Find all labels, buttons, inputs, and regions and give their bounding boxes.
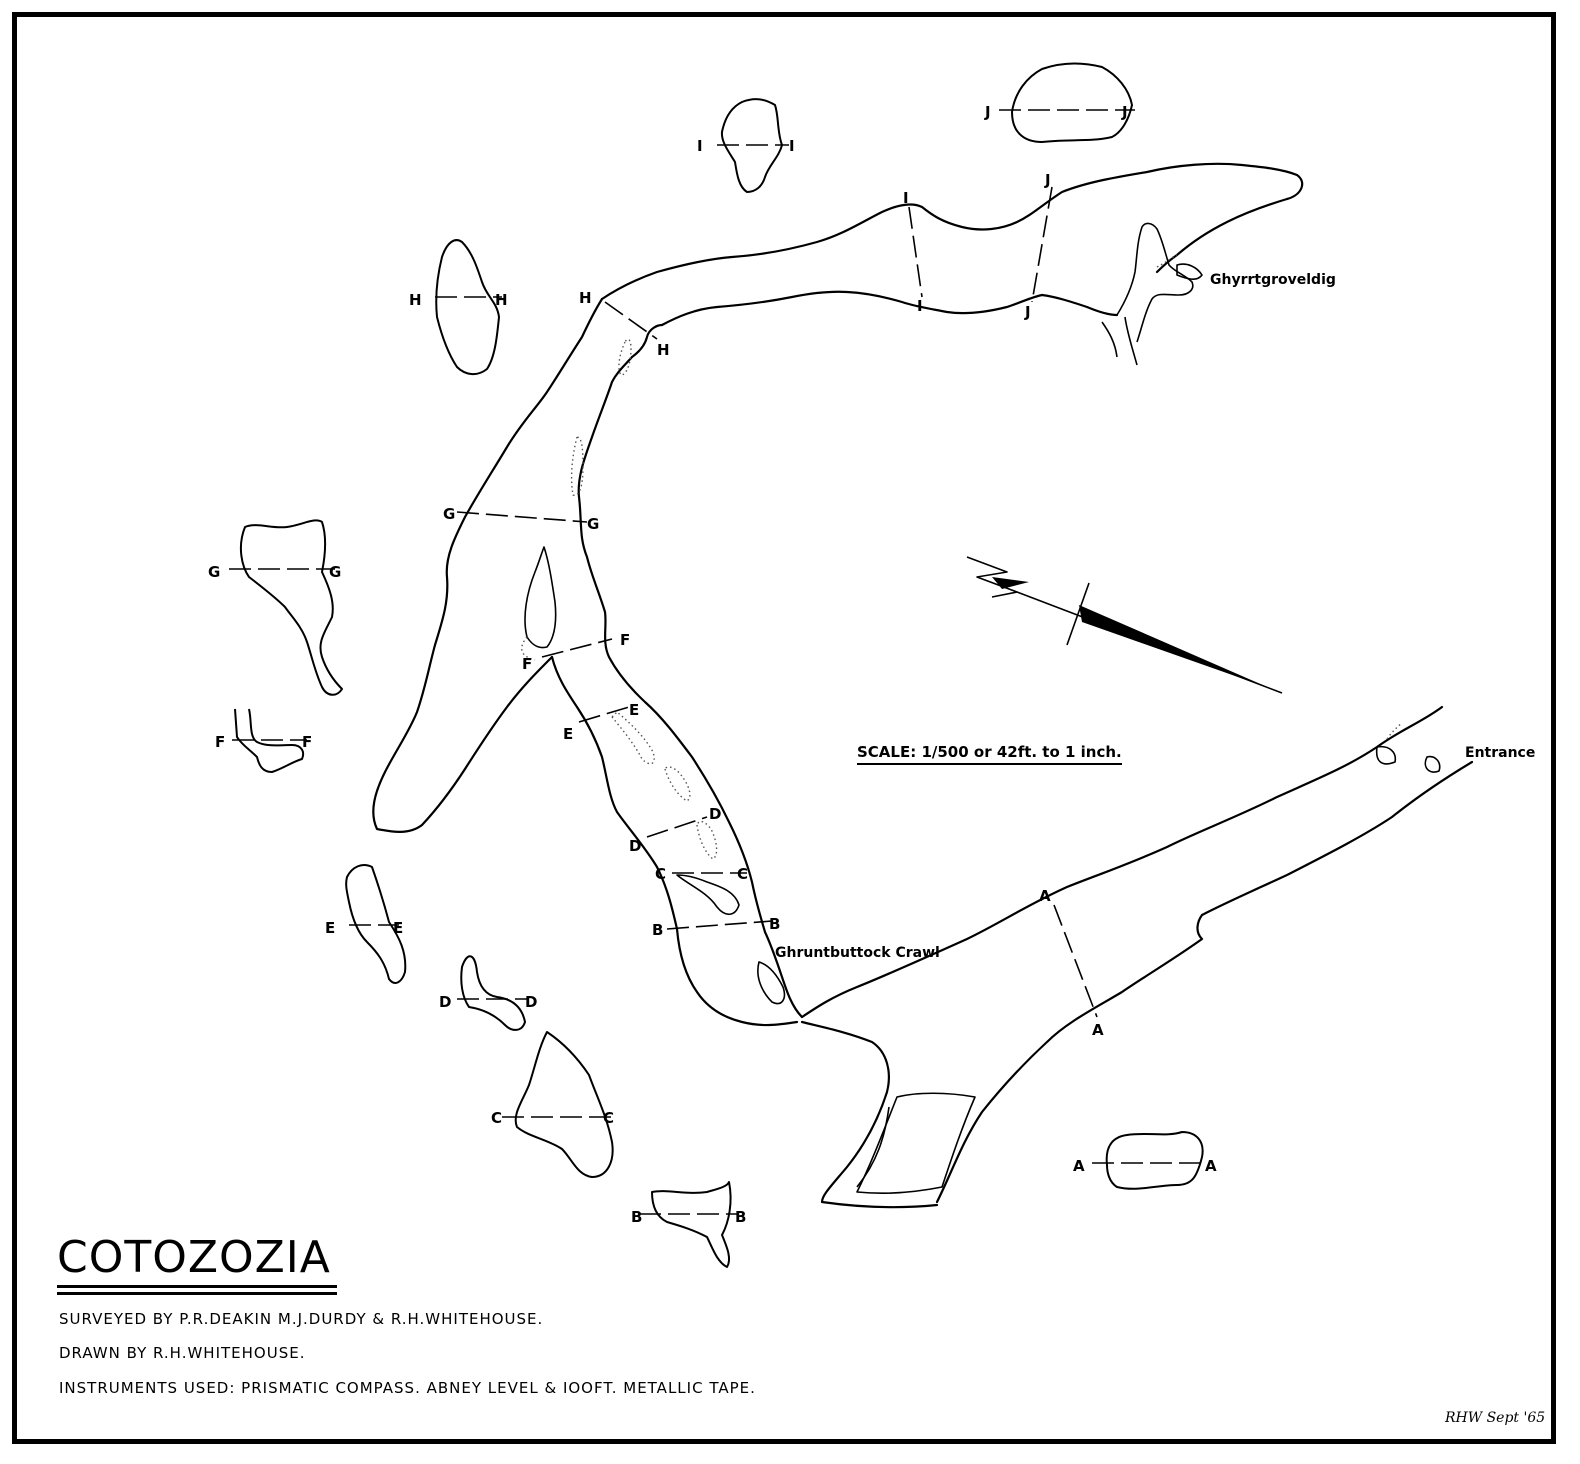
section-label-g: G bbox=[443, 505, 456, 523]
section-label-a: A bbox=[1073, 1157, 1085, 1175]
section-label-a: A bbox=[1092, 1021, 1104, 1039]
section-line-i bbox=[909, 207, 922, 297]
western-passage bbox=[373, 299, 802, 1025]
section-label-i: I bbox=[903, 189, 909, 207]
section-label-c: C bbox=[603, 1109, 615, 1127]
section-label-b: B bbox=[769, 915, 781, 933]
section-label-f: F bbox=[620, 631, 631, 649]
section-label-h: H bbox=[657, 341, 670, 359]
section-label-h: H bbox=[409, 291, 422, 309]
title-underline bbox=[57, 1285, 337, 1288]
credit-instruments: INSTRUMENTS USED: PRISMATIC COMPASS. ABNEY LEVEL & IOOFT. METALLIC TAPE. bbox=[59, 1379, 756, 1397]
section-label-e: E bbox=[563, 725, 574, 743]
section-label-c: C bbox=[491, 1109, 503, 1127]
label-ghruntbuttock-crawl: Ghruntbuttock Crawl bbox=[775, 945, 940, 961]
profile-b bbox=[652, 1182, 731, 1267]
section-label-d: D bbox=[629, 837, 642, 855]
section-label-a: A bbox=[1205, 1157, 1217, 1175]
section-label-f: F bbox=[302, 733, 313, 751]
section-label-b: B bbox=[652, 921, 664, 939]
section-label-d: D bbox=[525, 993, 538, 1011]
section-lines bbox=[457, 187, 1097, 1017]
label-ghyrrtgroveldig: Ghyrrtgroveldig bbox=[1210, 272, 1336, 288]
signature: RHW Sept '65 bbox=[1445, 1410, 1546, 1426]
profile-d bbox=[461, 956, 525, 1030]
section-label-h: H bbox=[495, 291, 508, 309]
section-label-i: I bbox=[697, 137, 703, 155]
section-line-g bbox=[457, 512, 587, 522]
section-label-f: F bbox=[215, 733, 226, 751]
credit-drawn: DRAWN BY R.H.WHITEHOUSE. bbox=[59, 1344, 306, 1362]
section-label-j: J bbox=[985, 103, 991, 121]
section-label-b: B bbox=[631, 1208, 643, 1226]
section-line-a bbox=[1054, 905, 1097, 1017]
section-label-e: E bbox=[393, 919, 404, 937]
section-label-g: G bbox=[587, 515, 600, 533]
profile-g bbox=[241, 520, 342, 694]
section-line-j bbox=[1032, 187, 1052, 302]
section-label-e: E bbox=[629, 701, 640, 719]
map-title: COTOZOZIA bbox=[57, 1232, 331, 1283]
section-label-g: G bbox=[329, 563, 342, 581]
section-line-f bbox=[542, 639, 612, 657]
label-entrance: Entrance bbox=[1465, 745, 1536, 761]
cave-survey-drawing bbox=[17, 17, 1551, 1439]
cross-sections bbox=[229, 63, 1205, 1267]
section-label-f: F bbox=[522, 655, 533, 673]
section-label-b: B bbox=[735, 1208, 747, 1226]
section-label-g: G bbox=[208, 563, 221, 581]
section-label-h: H bbox=[579, 289, 592, 307]
northern-passage bbox=[602, 164, 1302, 365]
section-labels bbox=[208, 103, 1217, 1226]
section-label-j: J bbox=[1025, 303, 1031, 321]
map-scale: SCALE: 1/500 or 42ft. to 1 inch. bbox=[857, 743, 1122, 765]
profile-c bbox=[516, 1032, 613, 1177]
profile-j bbox=[1012, 63, 1132, 142]
section-label-j: J bbox=[1122, 103, 1128, 121]
section-label-i: I bbox=[789, 137, 795, 155]
section-line-b bbox=[667, 921, 772, 929]
section-label-j: J bbox=[1045, 171, 1051, 189]
credit-surveyed: SURVEYED BY P.R.DEAKIN M.J.DURDY & R.H.WHITEHOUSE. bbox=[59, 1310, 544, 1328]
section-label-e: E bbox=[325, 919, 336, 937]
section-label-i: I bbox=[917, 297, 923, 315]
section-line-d bbox=[647, 817, 707, 837]
title-underline-2 bbox=[57, 1292, 337, 1295]
section-label-d: D bbox=[439, 993, 452, 1011]
section-line-e bbox=[579, 707, 629, 722]
profile-h bbox=[436, 240, 499, 374]
map-frame bbox=[12, 12, 1556, 1444]
section-label-c: C bbox=[737, 865, 749, 883]
section-label-d: D bbox=[709, 805, 722, 823]
section-label-c: C bbox=[655, 865, 667, 883]
profile-a bbox=[1107, 1132, 1203, 1189]
north-arrow-icon bbox=[967, 557, 1282, 693]
section-label-a: A bbox=[1039, 887, 1051, 905]
